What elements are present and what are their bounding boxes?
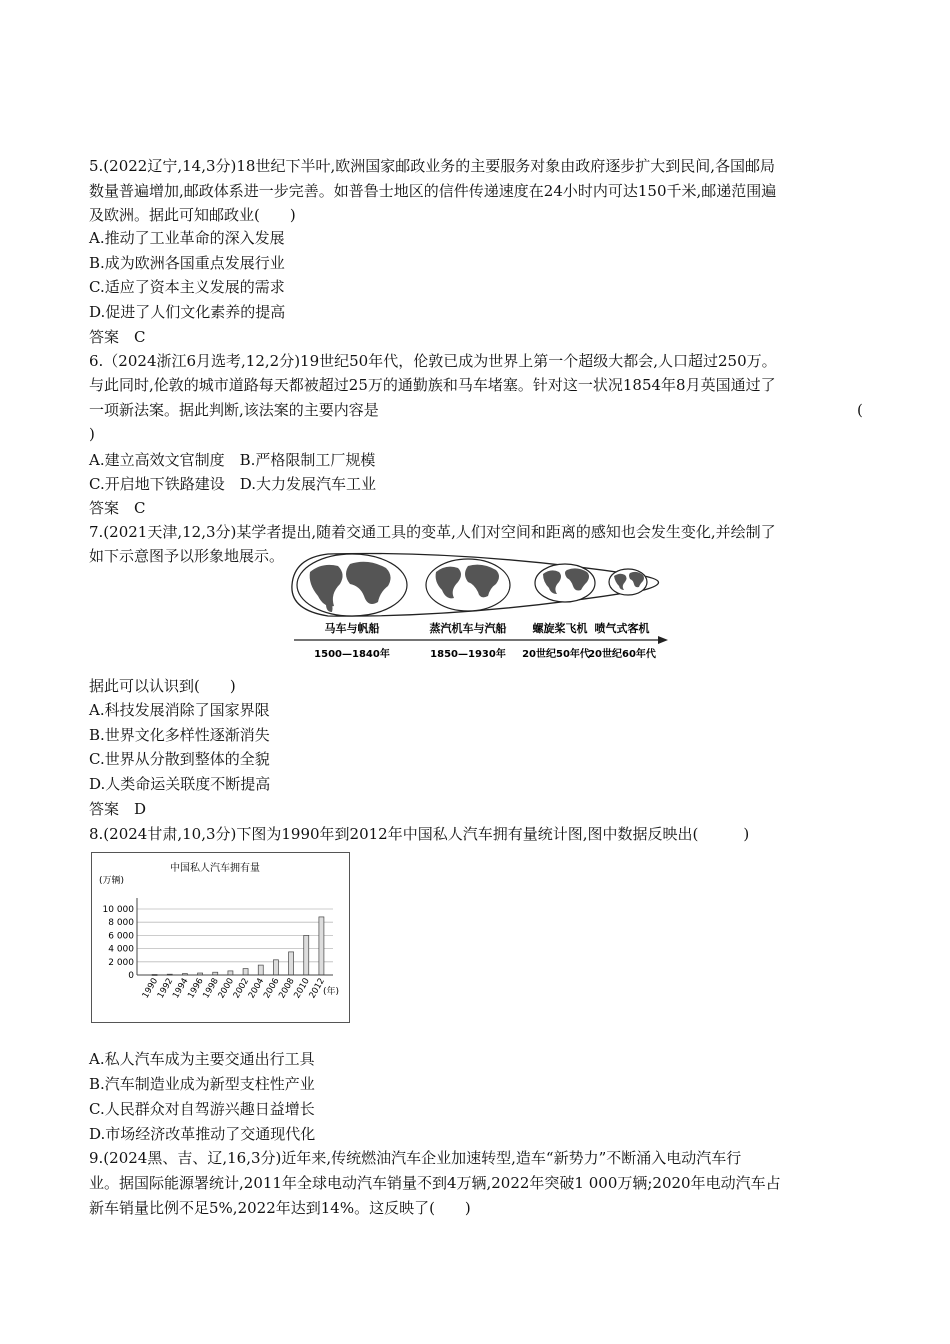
- q8-option-b: B.汽车制造业成为新型支柱性产业: [89, 1075, 315, 1093]
- chart-x-tick-label: 1998: [201, 976, 221, 1001]
- chart-x-tick-label: 2002: [231, 976, 252, 1001]
- q7-option-a: A.科技发展消除了国家界限: [89, 701, 270, 719]
- chart-bar-2008: [289, 952, 294, 975]
- chart-xlabel: (年): [323, 987, 340, 997]
- chart-x-tick-label: 2000: [216, 976, 237, 1001]
- stage-period-2: 1850—1930年: [430, 649, 506, 660]
- transport-globe-figure: [288, 548, 673, 666]
- q7-answer: 答案 D: [89, 800, 147, 818]
- chart-x-tick-label: 1996: [186, 976, 206, 1001]
- q9-stem-line3: 新车销量比例不足5%,2022年达到14%。这反映了( ): [89, 1199, 471, 1217]
- chart-x-tick-label: 2004: [246, 976, 267, 1001]
- q7-option-d: D.人类命运关联度不断提高: [89, 775, 271, 793]
- chart-y-tick-label: 2 000: [108, 957, 134, 968]
- chart-x-tick-label: 2012: [307, 976, 328, 1001]
- chart-bar-2000: [228, 971, 233, 975]
- q5-stem-line3: 及欧洲。据此可知邮政业( ): [89, 206, 296, 224]
- q7-option-c: C.世界从分散到整体的全貌: [89, 750, 270, 768]
- q6-options-row1: A.建立高效文官制度 B.严格限制工厂规模: [89, 451, 376, 469]
- chart-bar-2006: [273, 960, 278, 975]
- q9-stem-line2: 业。据国际能源署统计,2011年全球电动汽车销量不到4万辆,2022年突破1 000万辆;2020年电动汽车占: [89, 1174, 781, 1192]
- q6-stem-line3: 一项新法案。据此判断,该法案的主要内容是: [89, 401, 379, 419]
- stage-vehicle-3: 螺旋桨飞机: [532, 622, 588, 635]
- chart-x-tick-label: 1990: [140, 976, 161, 1001]
- chart-x-tick-label: 2006: [262, 976, 282, 1001]
- chart-ylabel: (万辆): [99, 876, 125, 886]
- chart-x-tick-label: 2008: [277, 976, 297, 1001]
- private-car-chart: [91, 852, 350, 1023]
- shrinking-globes-illustration: [292, 553, 659, 616]
- q7-stem-question: 据此可以认识到( ): [89, 677, 236, 695]
- q7-option-b: B.世界文化多样性逐渐消失: [89, 726, 270, 744]
- q5-option-a: A.推动了工业革命的深入发展: [89, 229, 285, 247]
- chart-bar-2002: [243, 969, 248, 975]
- q8-option-c: C.人民群众对自驾游兴趣日益增长: [89, 1100, 315, 1118]
- q9-stem-line1: 9.(2024黑、吉、辽,16,3分)近年来,传统燃油汽车企业加速转型,造车“新势力”不断涌入电动汽车行: [89, 1149, 742, 1167]
- q5-option-d: D.促进了人们文化素养的提高: [89, 303, 286, 321]
- q5-stem-line1: 5.(2022辽宁,14,3分)18世纪下半叶,欧洲国家邮政业务的主要服务对象由政府逐步扩大到民间,各国邮局: [89, 157, 775, 175]
- chart-bar-2004: [258, 965, 263, 975]
- q7-stem-line1: 7.(2021天津,12,3分)某学者提出,随着交通工具的变革,人们对空间和距离的感知也会发生变化,并绘制了: [89, 523, 776, 541]
- q5-option-c: C.适应了资本主义发展的需求: [89, 278, 285, 296]
- chart-y-tick-label: 8 000: [108, 918, 134, 929]
- stage-vehicle-4: 喷气式客机: [594, 622, 650, 635]
- stage-period-1: 1500—1840年: [314, 649, 390, 660]
- q7-stem-line2: 如下示意图予以形象地展示。: [89, 547, 285, 565]
- stage-vehicle-1: 马车与帆船: [324, 622, 380, 635]
- q5-stem-line2: 数量普遍增加,邮政体系进一步完善。如普鲁士地区的信件传递速度在24小时内可达150千米,邮递范围遍: [89, 182, 777, 200]
- q6-paren-open: (: [857, 401, 863, 419]
- q6-options-row2: C.开启地下铁路建设 D.大力发展汽车工业: [89, 475, 376, 493]
- chart-y-tick-label: 0: [128, 971, 134, 981]
- stage-vehicle-2: 蒸汽机车与汽船: [429, 622, 507, 635]
- chart-y-tick-label: 6 000: [108, 931, 134, 942]
- chart-x-tick-label: 1994: [171, 976, 191, 1001]
- q6-stem-line2: 与此同时,伦敦的城市道路每天都被超过25万的通勤族和马车堵塞。针对这一状况1854年8月英国通过了: [89, 376, 776, 394]
- stage-period-3: 20世纪50年代: [522, 649, 590, 660]
- chart-bar-2012: [319, 917, 324, 975]
- q6-stem-line1: 6.（2024浙江6月选考,12,2分)19世纪50年代，伦敦已成为世界上第一个超级大都会,人口超过250万。: [89, 352, 777, 370]
- q6-paren-close: ): [89, 425, 95, 443]
- chart-x-tick-label: 2010: [292, 976, 312, 1001]
- q6-answer: 答案 C: [89, 499, 146, 517]
- q5-answer: 答案 C: [89, 328, 146, 346]
- q8-option-a: A.私人汽车成为主要交通出行工具: [89, 1050, 315, 1068]
- q5-option-b: B.成为欧洲各国重点发展行业: [89, 254, 285, 272]
- chart-y-tick-label: 10 000: [102, 905, 134, 915]
- chart-y-tick-label: 4 000: [108, 944, 134, 955]
- chart-x-tick-label: 1992: [155, 976, 176, 1001]
- timeline-arrow: [658, 636, 668, 644]
- q8-stem-line1: 8.(2024甘肃,10,3分)下图为1990年到2012年中国私人汽车拥有量统计图,图中数据反映出( ): [89, 825, 750, 843]
- chart-bar-2010: [304, 935, 309, 975]
- stage-period-4: 20世纪60年代: [588, 649, 656, 660]
- chart-title: 中国私人汽车拥有量: [170, 863, 260, 874]
- q8-option-d: D.市场经济改革推动了交通现代化: [89, 1125, 316, 1143]
